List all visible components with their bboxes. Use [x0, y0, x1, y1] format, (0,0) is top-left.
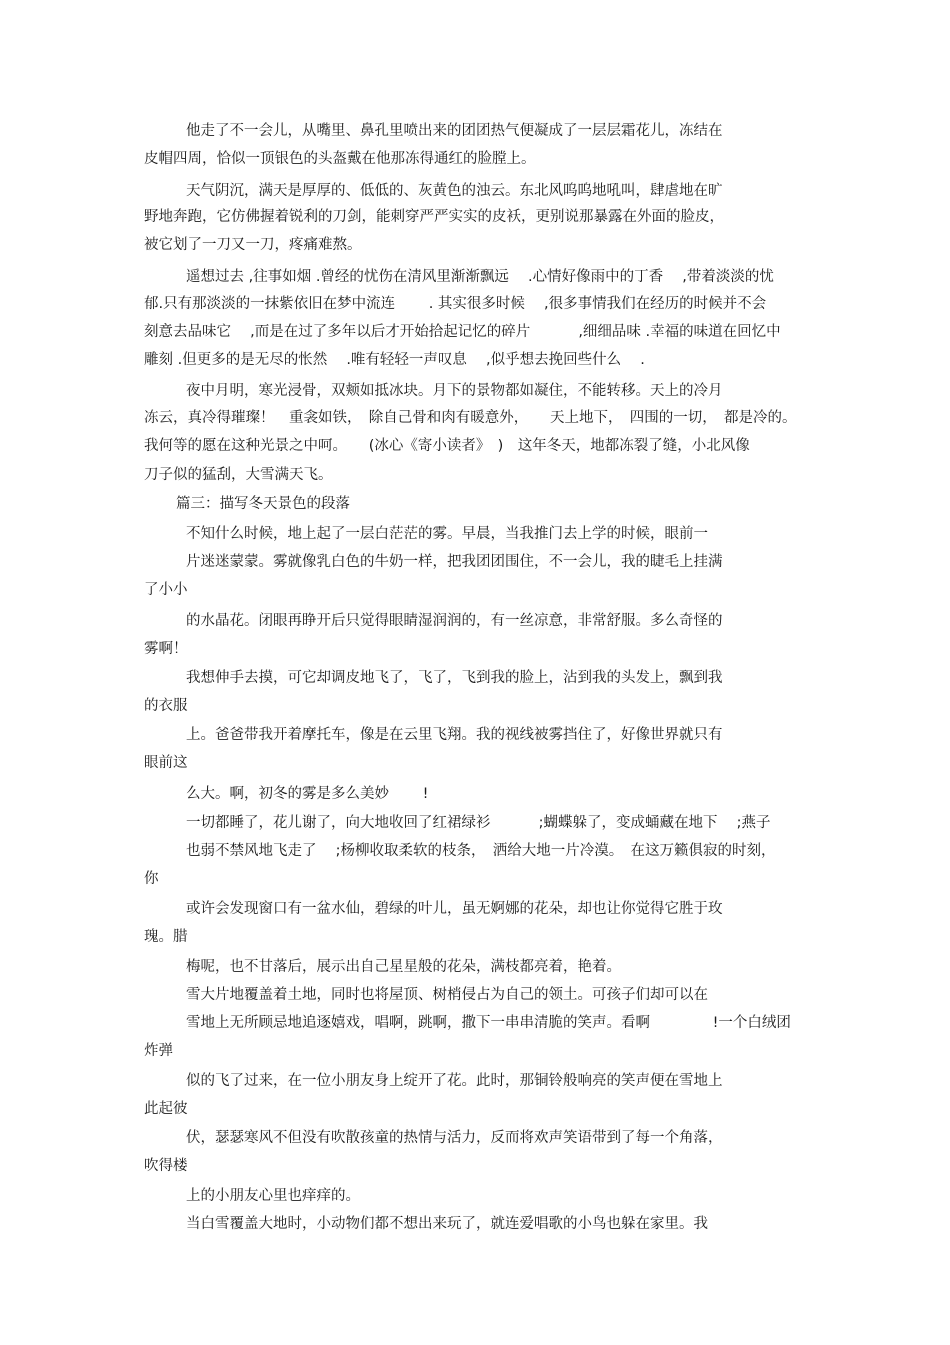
text-line: 伏，瑟瑟寒风不但没有吹散孩童的热情与活力，反而将欢声笑语带到了每一个角落， [186, 1130, 723, 1146]
text-line: 雪地上无所顾忌地追逐嬉戏，唱啊，跳啊，撒下一串串清脆的笑声。看啊 !一个白绒团 [186, 1015, 791, 1031]
text-line: 夜中月明，寒光浸骨，双颊如抵冰块。月下的景物都如凝住，不能转移。天上的冷月 [186, 383, 723, 399]
text-line: 此起彼 [144, 1101, 188, 1117]
text-line: 雾啊！ [144, 641, 188, 657]
text-line: 郁.只有那淡淡的一抹紫依旧在梦中流连 . 其实很多时候 ,很多事情我们在经历的时候并不会 [144, 296, 767, 312]
text-line: 遥想过去 ,往事如烟 .曾经的忧伤在清风里渐渐飘远 .心情好像雨中的丁香 ,带着淡淡的忧 [186, 269, 774, 285]
text-line: 眼前这 [144, 755, 188, 771]
text-line: 我想伸手去摸，可它却调皮地飞了，飞了，飞到我的脸上，沾到我的头发上，飘到我 [186, 670, 723, 686]
text-line: 野地奔跑，它仿佛握着锐利的刀剑，能刺穿严严实实的皮袄，更别说那暴露在外面的脸皮， [144, 209, 724, 225]
text-line: 吹得楼 [144, 1158, 188, 1174]
text-line: 梅呢，也不甘落后，展示出自己星星般的花朵，满枝都亮着，艳着。 [186, 959, 621, 975]
text-line: 了小小 [144, 582, 188, 598]
text-line: 我何等的愿在这种光景之中呵。 (冰心《寄小读者》 ) 这年冬天，地都冻裂了缝，小北风像 [144, 438, 750, 454]
text-line: 或许会发现窗口有一盆水仙，碧绿的叶儿，虽无婀娜的花朵，却也让你觉得它胜于玫 [186, 901, 723, 917]
text-line: 他走了不一会儿，从嘴里、鼻孔里喷出来的团团热气便凝成了一层层霜花儿，冻结在 [186, 123, 723, 139]
text-line: 炸弹 [144, 1043, 173, 1059]
text-line: 刀子似的猛刮，大雪满天飞。 [144, 467, 333, 483]
text-line: 不知什么时候，地上起了一层白茫茫的雾。早晨，当我推门去上学的时候，眼前一 [186, 526, 708, 542]
section-heading: 篇三：描写冬天景色的段落 [176, 496, 350, 512]
text-line: 天气阴沉，满天是厚厚的、低低的、灰黄色的浊云。东北风呜呜地吼叫，肆虐地在旷 [186, 183, 723, 199]
text-line: 似的飞了过来，在一位小朋友身上绽开了花。此时，那铜铃般响亮的笑声便在雪地上 [186, 1073, 723, 1089]
text-line: 也弱不禁风地飞走了 ;杨柳收取柔软的枝条， 洒给大地一片冷漠。 在这万籁俱寂的时刻， [186, 843, 776, 859]
text-line: 被它划了一刀又一刀，疼痛难熬。 [144, 237, 362, 253]
text-line: 片迷迷蒙蒙。雾就像乳白色的牛奶一样，把我团团围住，不一会儿，我的睫毛上挂满 [186, 554, 723, 570]
text-line: 的水晶花。闭眼再睁开后只觉得眼睛湿润润的，有一丝凉意，非常舒服。多么奇怪的 [186, 613, 723, 629]
text-line: 一切都睡了，花儿谢了，向大地收回了红裙绿衫 ;蝴蝶躲了，变成蛹藏在地下 ;燕子 [186, 815, 771, 831]
text-line: 你 [144, 871, 159, 887]
text-line: 冻云，真冷得璀璨！ 重衾如铁， 除自己骨和肉有暖意外， 天上地下， 四围的一切， 都是冷的。 [144, 410, 797, 426]
text-line: 上。爸爸带我开着摩托车，像是在云里飞翔。我的视线被雾挡住了，好像世界就只有 [186, 727, 723, 743]
text-line: 刻意去品味它 ,而是在过了多年以后才开始拾起记忆的碎片 ,细细品味 .幸福的味道在回忆中 [144, 324, 781, 340]
text-line: 上的小朋友心里也痒痒的。 [186, 1188, 360, 1204]
text-line: 当白雪覆盖大地时，小动物们都不想出来玩了，就连爱唱歌的小鸟也躲在家里。我 [186, 1216, 708, 1232]
text-line: 雕刻 .但更多的是无尽的怅然 .唯有轻轻一声叹息 ,似乎想去挽回些什么 . [144, 352, 645, 368]
text-line: 瑰。腊 [144, 929, 188, 945]
text-line: 雪大片地覆盖着土地，同时也将屋顶、树梢侵占为自己的领土。可孩子们却可以在 [186, 987, 708, 1003]
text-line: 的衣服 [144, 698, 188, 714]
text-line: 皮帽四周，恰似一顶银色的头盔戴在他那冻得通红的脸膛上。 [144, 151, 536, 167]
text-line: 么大。啊，初冬的雾是多么美妙 ! [186, 786, 429, 802]
